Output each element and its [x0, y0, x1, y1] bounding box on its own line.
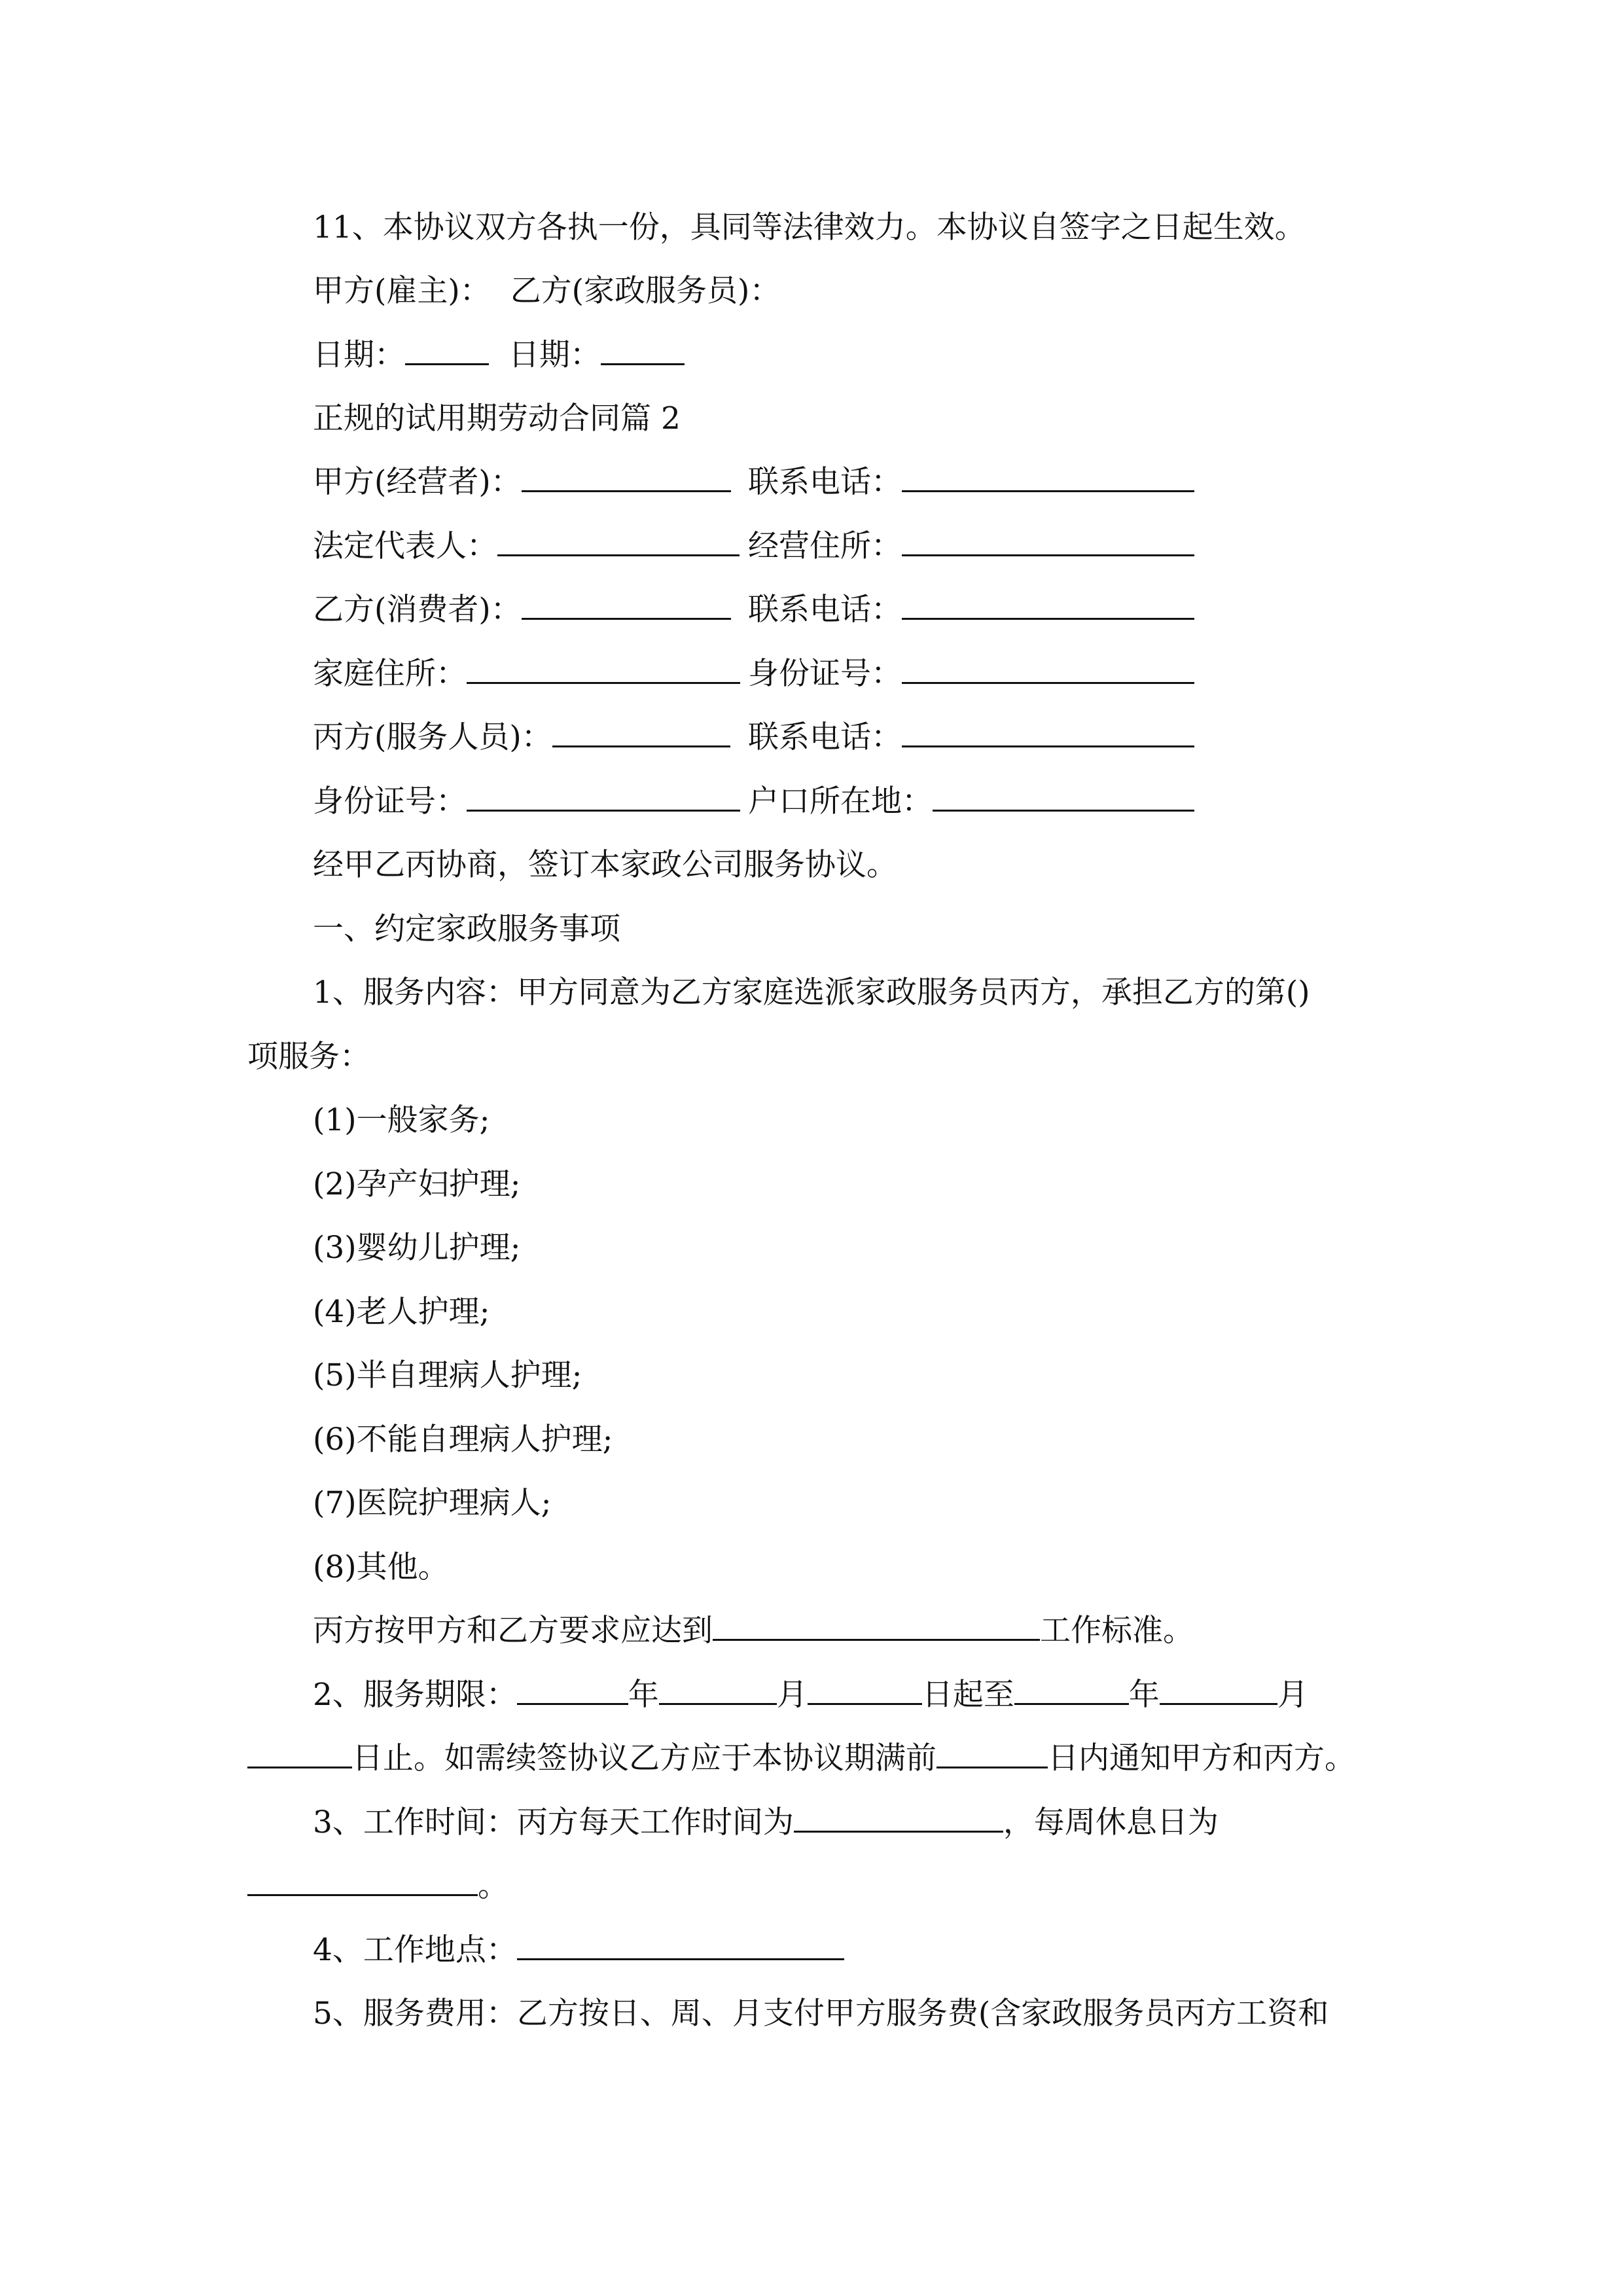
blank-field — [808, 1677, 922, 1705]
service-item: (6)不能自理病人护理; — [313, 1422, 613, 1458]
form-row — [748, 527, 1194, 566]
standard-pre: 丙方按甲方和乙方要求应达到 — [313, 1613, 713, 1649]
form-row — [313, 718, 730, 757]
service-term-line-1 — [313, 1676, 1308, 1715]
blank-field — [1160, 1677, 1277, 1705]
term-label: 2、服务期限： — [313, 1677, 517, 1713]
term-text: 日内通知甲方和丙方。 — [1048, 1740, 1355, 1776]
blank-field — [902, 592, 1194, 620]
work-place-line — [313, 1931, 844, 1970]
field-label: 经营住所： — [748, 528, 902, 564]
field-label: 联系电话： — [748, 464, 902, 500]
clause-11: 11、本协议双方各执一份，具同等法律效力。本协议自签字之日起生效。 — [313, 209, 1306, 245]
field-label: 联系电话： — [748, 592, 902, 628]
service-item: (2)孕产妇护理; — [313, 1166, 521, 1202]
service-item: (1)一般家务; — [313, 1102, 490, 1138]
field-label: 身份证号： — [748, 656, 902, 692]
year-label: 年 — [628, 1677, 659, 1713]
day-from-label: 日起至 — [921, 1677, 1014, 1713]
blank-field — [467, 783, 740, 812]
term-text: 日止。如需续签协议乙方应于本协议期满前 — [352, 1740, 936, 1776]
date-label: 日期： — [508, 337, 601, 373]
blank-field — [517, 1932, 844, 1960]
blank-field — [1014, 1677, 1129, 1705]
blank-field — [794, 1804, 1003, 1833]
service-item: (4)老人护理; — [313, 1294, 490, 1330]
field-label: 甲方(经营者)： — [313, 464, 522, 500]
month-label: 月 — [776, 1677, 808, 1713]
worktime-label: 3、工作时间：丙方每天工作时间为 — [313, 1804, 794, 1840]
date-label: 日期： — [313, 337, 405, 373]
field-label: 乙方(消费者)： — [313, 592, 522, 628]
standard-post: 工作标准。 — [1040, 1613, 1194, 1649]
blank-field — [517, 1677, 628, 1705]
form-row — [313, 463, 731, 502]
blank-field — [552, 719, 730, 747]
field-label: 丙方(服务人员)： — [313, 719, 552, 755]
field-label: 家庭住所： — [313, 656, 467, 692]
intro-paragraph: 经甲乙丙协商，签订本家政公司服务协议。 — [313, 847, 897, 883]
blank-field — [247, 1740, 352, 1768]
service-item: (5)半自理病人护理; — [313, 1357, 582, 1393]
blank-field — [522, 592, 731, 620]
form-row — [313, 655, 740, 694]
worktime-mid: ，每周休息日为 — [1003, 1804, 1219, 1840]
blank-field — [902, 528, 1194, 556]
blank-field — [497, 528, 740, 556]
party-b-label: 乙方(家政服务员)： — [510, 273, 781, 309]
work-standard-line — [313, 1611, 1194, 1651]
blank-field — [467, 656, 740, 684]
section-title: 正规的试用期劳动合同篇 2 — [313, 401, 681, 437]
work-time-line-1 — [313, 1803, 1219, 1842]
blank-field — [659, 1677, 777, 1705]
field-label: 法定代表人： — [313, 528, 497, 564]
work-time-line-2 — [247, 1867, 508, 1906]
blank-field — [933, 783, 1194, 812]
service-term-line-2 — [247, 1739, 1355, 1778]
blank-field — [522, 464, 731, 492]
form-row — [313, 590, 731, 630]
signature-line — [313, 272, 780, 311]
form-row — [748, 718, 1194, 757]
field-label: 身份证号： — [313, 783, 467, 819]
blank-field — [936, 1740, 1048, 1768]
year-label: 年 — [1128, 1677, 1160, 1713]
field-label: 联系电话： — [748, 719, 902, 755]
form-row — [748, 782, 1194, 821]
service-content-line-2: 项服务： — [247, 1039, 370, 1075]
service-content-line-1: 1、服务内容：甲方同意为乙方家庭选派家政服务员丙方，承担乙方的第() — [313, 975, 1310, 1011]
worktime-end: 。 — [478, 1868, 508, 1904]
field-label: 户口所在地： — [748, 783, 933, 819]
form-row — [313, 782, 740, 821]
service-item: (3)婴幼儿护理; — [313, 1230, 521, 1266]
service-item: (8)其他。 — [313, 1549, 449, 1585]
date-blank — [601, 337, 685, 365]
heading-1: 一、约定家政服务事项 — [313, 911, 620, 947]
form-row — [748, 463, 1194, 502]
form-row — [313, 527, 740, 566]
blank-field — [713, 1613, 1040, 1641]
blank-field — [902, 719, 1194, 747]
workplace-label: 4、工作地点： — [313, 1932, 517, 1968]
service-item: (7)医院护理病人; — [313, 1485, 552, 1521]
month-label: 月 — [1277, 1677, 1308, 1713]
form-row — [748, 590, 1194, 630]
service-fee-line: 5、服务费用：乙方按日、周、月支付甲方服务费(含家政服务员丙方工资和 — [313, 1996, 1329, 2032]
party-a-label: 甲方(雇主)： — [313, 273, 491, 309]
form-row — [748, 655, 1194, 694]
blank-field — [247, 1868, 478, 1896]
blank-field — [902, 464, 1194, 492]
date-blank — [405, 337, 489, 365]
date-line — [313, 336, 685, 375]
blank-field — [902, 656, 1194, 684]
